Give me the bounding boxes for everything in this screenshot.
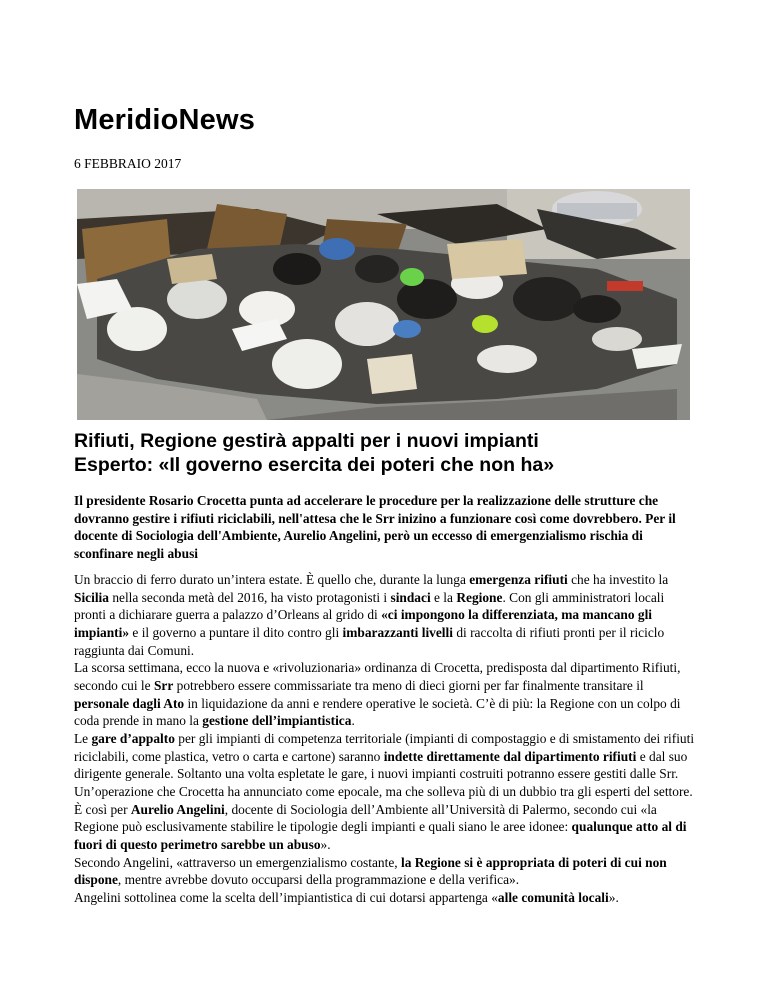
text-run: Angelini sottolinea come la scelta dell’impiantistica di cui dotarsi appartenga « [74, 889, 498, 905]
bold-text: Aurelio Angelini [130, 801, 225, 817]
article-lead: Il presidente Rosario Crocetta punta ad accelerare le procedure per la realizzazione delle strutture che dovranno gestire i rifiuti riciclabili, nell'attesa che le Srr inizino a funzionare così come dovrebbero. Per il docente di Sociologia dell'Ambiente, Aurelio Angelini, però un eccesso di emergenzialismo rischia di sconfinare negli abusi [74, 493, 676, 561]
bold-text: alle comunità locali [497, 889, 609, 905]
bold-text: gestione dell’impiantistica [202, 713, 352, 729]
bold-text: indette direttamente dal dipartimento rifiuti [383, 748, 637, 764]
text-run: Secondo Angelini, «attraverso un emergenzialismo costante, [74, 854, 401, 870]
article-body [74, 571, 696, 906]
text-run: . [351, 713, 355, 729]
bold-text: qualunque atto al di fuori di questo perimetro sarebbe un abuso [74, 819, 687, 852]
text-run: , mentre avrebbe dovuto occuparsi della programmazione e della verifica». [117, 872, 520, 888]
text-run: Le [74, 730, 92, 746]
text-run: Un braccio di ferro durato un’intera estate. È quello che, durante la lunga [74, 572, 470, 587]
text-run: che ha investito la [567, 572, 669, 587]
bold-text: imbarazzanti livelli [342, 624, 453, 640]
text-run: ». [608, 889, 619, 905]
bold-text: Regione [456, 589, 503, 605]
site-title: MeridioNews [74, 104, 256, 136]
text-run: , docente di Sociologia dell’Ambiente all’Università di Palermo, secondo cui «la Regione può esclusivamente stabilire le tipologie degli impianti e quali siano le aree idonee: [74, 801, 657, 835]
text-run: La scorsa settimana, ecco la nuova e «rivoluzionaria» ordinanza di Crocetta, predisposta dal dipartimento Rifiuti, secondo cui le [74, 660, 681, 693]
bold-text: «ci impongono la differenziata, ma mancano gli impianti» [74, 607, 653, 640]
paragraph-3 [74, 730, 696, 783]
text-run: e il governo a puntare il dito contro gli [129, 624, 343, 640]
publication-date: 6 FEBBRAIO 2017 [74, 156, 182, 171]
paragraph-1 [74, 571, 696, 659]
paragraph-2 [74, 659, 696, 730]
paragraph-4 [74, 783, 696, 854]
bold-text: gare d’appalto [91, 730, 175, 746]
text-run: di raccolta di rifiuti pronti per il riciclo raggiunta dai Comuni. [74, 624, 665, 658]
text-run: Un’operazione che Crocetta ha annunciato come epocale, ma che solleva più di un dubbio tra gli esperti del settore. È così per [74, 783, 693, 817]
headline-line-1: Rifiuti, Regione gestirà appalti per i nuovi impianti [74, 430, 539, 452]
bold-text: Srr [153, 677, 174, 693]
garbage-pile-photo [77, 189, 690, 420]
text-run: ». [320, 836, 331, 852]
paragraph-6 [74, 889, 696, 907]
bold-text: Sicilia [74, 589, 109, 605]
text-run: in liquidazione da anni e rendere operative le società. C’è di più: la Regione con un colpo di coda prende in mano la [74, 695, 681, 729]
bold-text: la Regione si è appropriata di poteri di cui non dispone [74, 854, 667, 888]
text-run: e dal suo dirigente generale. Soltanto una volta espletate le gare, i nuovi impianti costruiti potranno essere gestiti dalle Srr. [74, 748, 688, 782]
text-run: e la [430, 589, 457, 605]
bold-text: personale dagli Ato [74, 695, 185, 711]
bold-text: emergenza rifiuti [469, 572, 568, 587]
bold-text: sindaci [390, 589, 431, 605]
headline-line-2: Esperto: «Il governo esercita dei poteri che non ha» [74, 454, 555, 476]
text-run: per gli impianti di competenza territoriale (impianti di compostaggio e di smistamento dei rifiuti riciclabili, come plastica, vetro o carta e cartone) saranno [74, 730, 695, 764]
paragraph-5 [74, 854, 696, 889]
text-run: potrebbero essere commissariate tra meno di dieci giorni per far finalmente transitare il [173, 677, 644, 693]
article-headline [74, 429, 714, 477]
text-run: . Con gli amministratori locali pronti a dichiarare guerra a palazzo d’Orleans al grido di [74, 589, 665, 623]
text-run: nella seconda metà del 2016, ha visto protagonisti i [108, 589, 391, 605]
